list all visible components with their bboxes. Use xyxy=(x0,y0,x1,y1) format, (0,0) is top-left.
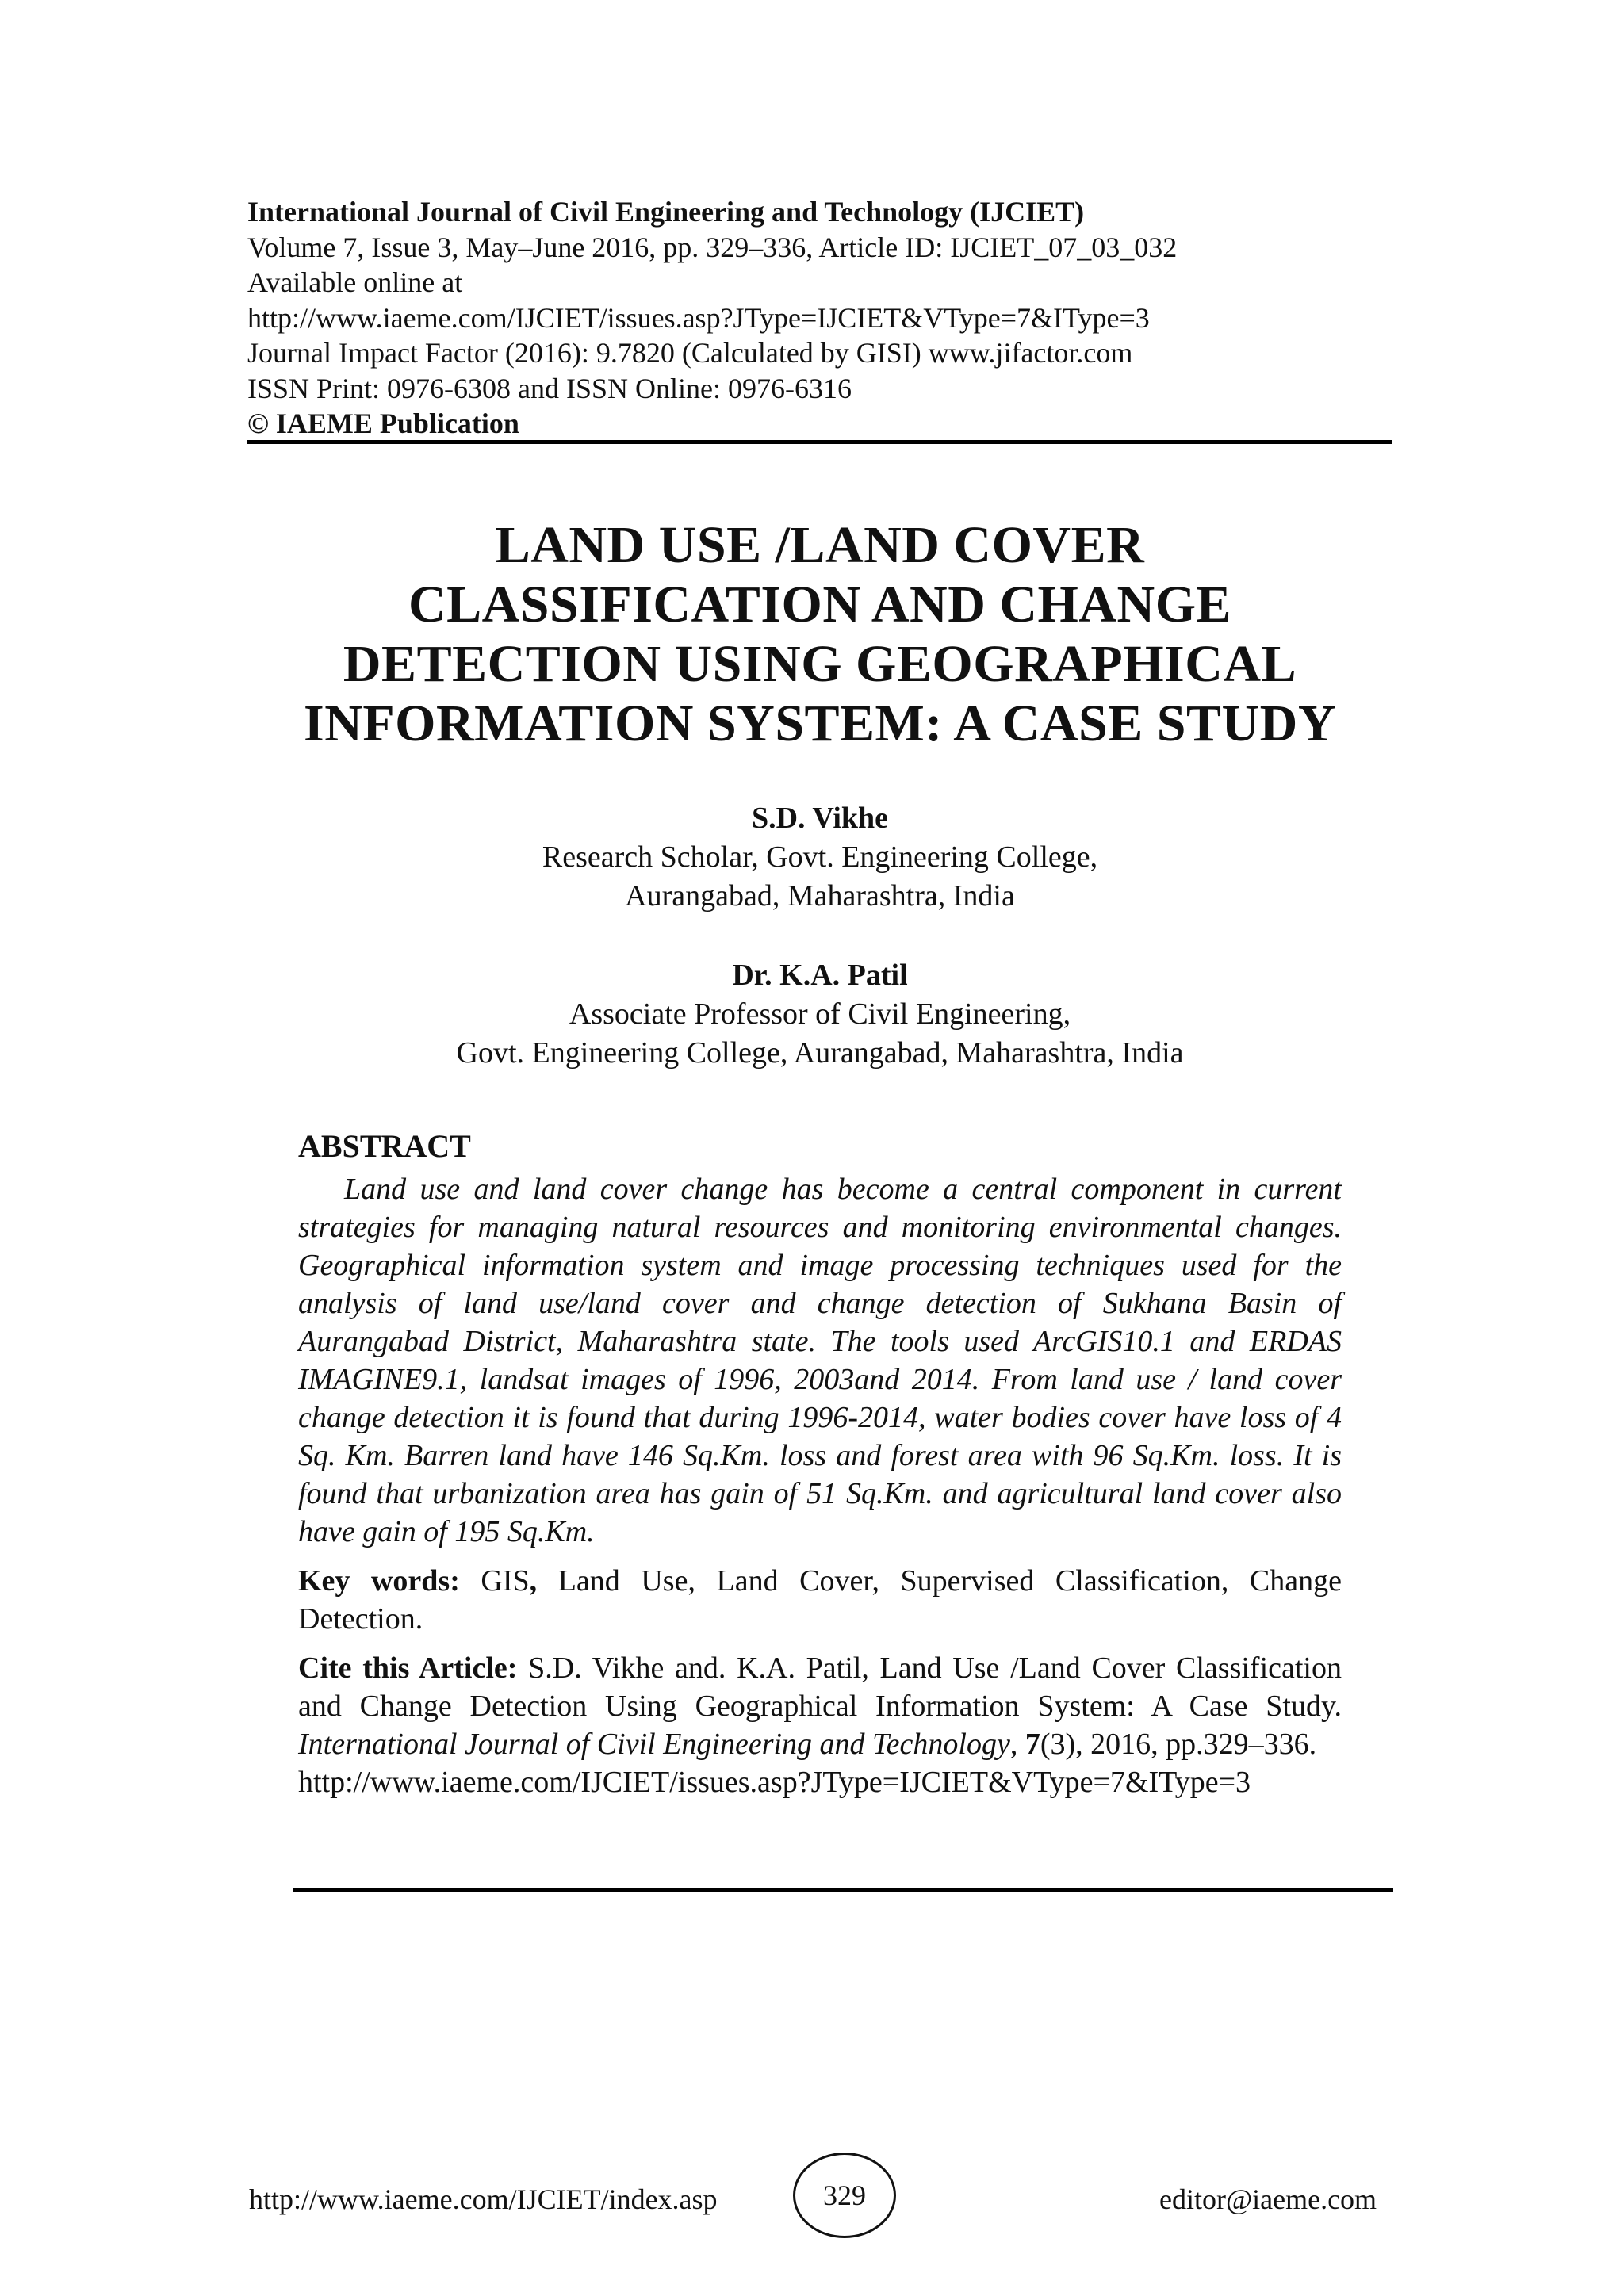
page-number: 329 xyxy=(823,2179,866,2211)
citation: Cite this Article: S.D. Vikhe and. K.A. Patil, Land Use /Land Cover Classification and Change Detection Using Geographical Information System: A Case Study. International Journal of Civil Engineering and Technology, 7(3), 2016, pp.329–336. xyxy=(298,1651,1342,1761)
author-affiliation: Govt. Engineering College, Aurangabad, Maharashtra, India xyxy=(456,1036,1184,1070)
keywords xyxy=(298,1562,1342,1638)
citation-label: Cite this Article: xyxy=(298,1651,518,1685)
journal-name: International Journal of Civil Engineering and Technology (IJCIET) xyxy=(247,196,1085,228)
keywords-first: GIS xyxy=(481,1564,530,1598)
citation-rule xyxy=(293,1888,1393,1892)
author-name: Dr. K.A. Patil xyxy=(732,959,908,992)
citation-url[interactable]: http://www.iaeme.com/IJCIET/issues.asp?JType=IJCIET&VType=7&IType=3 xyxy=(298,1766,1251,1799)
footer-email[interactable]: editor@iaeme.com xyxy=(1159,2183,1377,2215)
publisher: © IAEME Publication xyxy=(247,408,519,439)
paper-title xyxy=(222,515,1418,753)
author-name: S.D. Vikhe xyxy=(751,802,889,835)
keywords-comma: , xyxy=(529,1564,538,1598)
title-line: DETECTION USING GEOGRAPHICAL xyxy=(343,635,1297,693)
citation-volume: 7 xyxy=(1025,1728,1040,1761)
keywords-text: Land Use, Land Cover, Supervised Classification, Change Detection. xyxy=(298,1564,1342,1636)
footer-url[interactable]: http://www.iaeme.com/IJCIET/index.asp xyxy=(249,2183,718,2215)
citation-details: (3), 2016, pp.329–336. xyxy=(1040,1728,1317,1761)
author-affiliation: Research Scholar, Govt. Engineering College, xyxy=(542,840,1098,874)
issn-info: ISSN Print: 0976-6308 and ISSN Online: 0976-6316 xyxy=(247,372,852,404)
journal-url[interactable]: http://www.iaeme.com/IJCIET/issues.asp?JType=IJCIET&VType=7&IType=3 xyxy=(247,301,1150,334)
page-number-circle xyxy=(793,2152,896,2238)
author-affiliation: Associate Professor of Civil Engineering, xyxy=(569,997,1071,1031)
page-footer xyxy=(0,2152,1624,2240)
abstract-section xyxy=(298,1126,1342,1801)
author-affiliation: Aurangabad, Maharashtra, India xyxy=(625,879,1015,913)
available-online: Available online at xyxy=(247,266,463,298)
journal-header xyxy=(247,194,1397,442)
title-line: LAND USE /LAND COVER xyxy=(495,516,1145,574)
title-line: INFORMATION SYSTEM: A CASE STUDY xyxy=(304,695,1336,752)
abstract-heading: ABSTRACT xyxy=(298,1128,471,1164)
citation-text: S.D. Vikhe and. K.A. Patil, Land Use /Land Cover Classification and Change Detection Using Geographical Information System: A Case Study. xyxy=(298,1651,1342,1723)
author-1 xyxy=(222,799,1418,916)
header-rule xyxy=(247,440,1392,444)
keywords-label: Key words: xyxy=(298,1564,460,1598)
impact-factor: Journal Impact Factor (2016): 9.7820 (Calculated by GISI) www.jifactor.com xyxy=(247,337,1133,369)
title-line: CLASSIFICATION AND CHANGE xyxy=(408,576,1232,633)
author-2 xyxy=(222,956,1418,1073)
citation-journal: International Journal of Civil Engineering and Technology xyxy=(298,1728,1010,1761)
abstract-text: Land use and land cover change has become a central component in current strategies for managing natural resources and monitoring environmental changes. Geographical information system and image processing techniques used for the analysis of land use/land cover and change detection of Sukhana Basin of Aurangabad District, Maharashtra state. The tools used ArcGIS10.1 and ERDAS IMAGINE9.1, landsat images of 1996, 2003and 2014. From land use / land cover change detection it is found that during 1996-2014, water bodies cover have loss of 4 Sq. Km. Barren land have 146 Sq.Km. loss and forest area with 96 Sq.Km. loss. It is found that urbanization area has gain of 51 Sq.Km. and agricultural land cover also have gain of 195 Sq.Km. xyxy=(298,1173,1342,1548)
volume-info: Volume 7, Issue 3, May–June 2016, pp. 329–336, Article ID: IJCIET_07_03_032 xyxy=(247,231,1178,263)
